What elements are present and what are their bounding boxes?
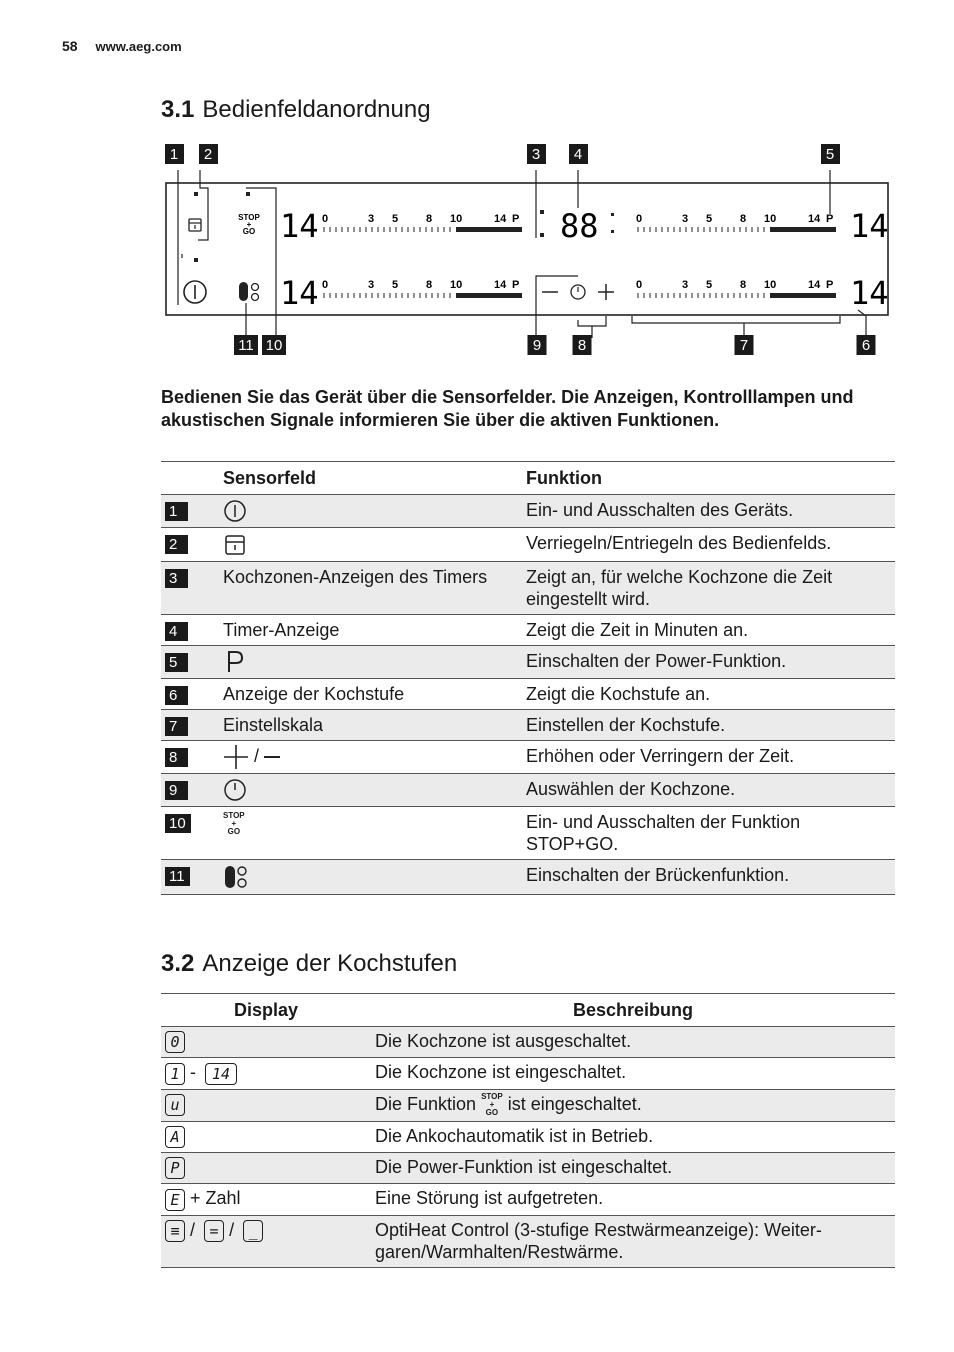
power-icon <box>184 281 206 303</box>
plus-icon <box>223 745 249 769</box>
power-icon <box>223 499 247 523</box>
callout-9 <box>528 335 547 355</box>
clock-icon <box>571 285 585 299</box>
table-row <box>161 1153 895 1184</box>
segment-display-icon: ≡ <box>165 1220 185 1242</box>
sensor-table <box>161 461 895 895</box>
function-text: Zeigt die Kochstufe an. <box>526 683 711 704</box>
scale-tick-label: 8 <box>740 279 747 291</box>
scale-tick-label: 10 <box>450 279 463 291</box>
scale-tick-label: P <box>512 213 520 225</box>
section-number: 3.2 <box>161 950 195 977</box>
scale-tick-label: 3 <box>368 213 375 225</box>
table-row <box>161 495 895 528</box>
section-title-text: Anzeige der Kochstufen <box>202 950 458 977</box>
table-row <box>161 528 895 561</box>
power-level-display: 14 <box>280 207 319 245</box>
power-scale <box>636 213 836 232</box>
function-text: Ein- und Ausschalten der Funktion STOP+GO. <box>526 812 801 855</box>
function-text: Verriegeln/Entriegeln des Bedienfelds. <box>526 533 832 554</box>
svg-text:8: 8 <box>577 337 587 354</box>
scale-tick-label: 10 <box>764 279 777 291</box>
page-header <box>62 38 182 54</box>
lock-icon <box>223 533 247 557</box>
clock-icon <box>223 778 247 802</box>
stop-go-icon: STOP + GO <box>223 810 245 836</box>
row-number: 4 <box>165 622 188 641</box>
table-row <box>161 740 895 773</box>
power-level-display: 14 <box>850 207 889 245</box>
scale-tick-label: 8 <box>740 213 747 225</box>
row-number: 8 <box>165 748 188 767</box>
function-text: Ein- und Ausschalten des Geräts. <box>526 500 794 520</box>
row-number: 11 <box>165 867 190 886</box>
callout-10 <box>262 335 286 355</box>
svg-text:6: 6 <box>861 337 871 354</box>
function-text: Zeigt die Zeit in Minuten an. <box>526 619 749 640</box>
segment-display-icon: 14 <box>205 1063 237 1085</box>
callout-3 <box>527 144 546 164</box>
power-level-display: 14 <box>280 274 319 312</box>
scale-tick-label: 5 <box>392 213 399 225</box>
power-scale <box>636 279 836 298</box>
table-row <box>161 1184 895 1215</box>
table-row <box>161 1027 895 1058</box>
lock-icon <box>189 219 201 231</box>
segment-display-icon: = <box>204 1220 224 1242</box>
table-row <box>161 774 895 807</box>
description-text: Die Kochzone ist ausgeschaltet. <box>375 1031 632 1051</box>
description-text: Eine Störung ist aufgetreten. <box>375 1188 604 1209</box>
scale-tick-label: P <box>826 279 834 291</box>
scale-tick-label: 0 <box>322 213 329 225</box>
page-url: www.aeg.com <box>95 39 182 54</box>
section-title-3-1 <box>161 96 431 124</box>
plus-label: + <box>246 220 252 229</box>
segment-display-icon: E <box>165 1189 185 1211</box>
segment-display-icon: 0 <box>165 1031 185 1053</box>
scale-tick-label: 8 <box>426 279 433 291</box>
function-text: Auswählen der Kochzone. <box>526 779 736 799</box>
sensor-text: Kochzonen-Anzeigen des Timers <box>223 566 488 587</box>
page-number: 58 <box>62 38 78 54</box>
table-row <box>161 678 895 709</box>
svg-text:10: 10 <box>265 337 283 354</box>
section-number: 3.1 <box>161 96 195 123</box>
display-suffix: + Zahl <box>190 1188 241 1209</box>
stop-go-icon: STOP + GO <box>481 1091 503 1117</box>
header-beschreibung: Beschreibung <box>572 999 694 1020</box>
header-display: Display <box>233 999 299 1020</box>
description-text: Die Funktion <box>375 1093 477 1114</box>
scale-tick-label: 0 <box>322 279 329 291</box>
control-panel-diagram <box>160 140 900 362</box>
table-row <box>161 645 895 678</box>
scale-tick-label: P <box>512 279 520 291</box>
power-scale <box>322 279 522 298</box>
sensor-text: Timer-Anzeige <box>223 619 340 640</box>
bridge-icon <box>223 864 249 890</box>
function-text: Einschalten der Power-Funktion. <box>526 650 787 671</box>
scale-tick-label: 3 <box>682 279 689 291</box>
timer-display: 88 <box>560 207 599 245</box>
segment-display-icon: A <box>165 1126 185 1148</box>
intro-text: Bedienen Sie das Gerät über die Sensorfelder. Die Anzeigen, Kontrolllampen und akustischen Signale informieren Sie über die aktiven Funktionen. <box>161 387 854 430</box>
row-number: 9 <box>165 781 188 800</box>
segment-display-icon: _ <box>243 1220 263 1242</box>
scale-tick-label: 0 <box>636 279 643 291</box>
scale-tick-label: 10 <box>450 213 463 225</box>
scale-tick-label: 14 <box>808 213 821 225</box>
description-text: Die Kochzone ist eingeschaltet. <box>375 1062 627 1083</box>
row-number: 3 <box>165 569 188 588</box>
svg-text:3: 3 <box>531 146 541 163</box>
power-scale <box>322 213 522 232</box>
p-letter-icon <box>223 650 247 674</box>
minus-icon <box>264 756 280 758</box>
display-joiner: / <box>229 1219 235 1240</box>
display-joiner: / <box>190 1219 196 1240</box>
function-text: Einschalten der Brückenfunktion. <box>526 865 790 886</box>
row-number: 1 <box>165 502 188 521</box>
row-number: 5 <box>165 653 188 672</box>
header-sensorfeld: Sensorfeld <box>223 467 317 488</box>
table-row <box>161 561 895 614</box>
description-text: Die Ankochautomatik ist in Betrieb. <box>375 1125 654 1146</box>
scale-tick-label: 10 <box>764 213 777 225</box>
svg-text:11: 11 <box>238 337 254 354</box>
display-joiner: - <box>190 1062 197 1083</box>
svg-text:7: 7 <box>739 337 749 354</box>
table-row <box>161 614 895 645</box>
scale-tick-label: 5 <box>706 213 713 225</box>
sensor-text: Anzeige der Kochstufe <box>223 683 405 704</box>
stop-label: STOP <box>238 213 260 222</box>
svg-text:4: 4 <box>573 146 583 163</box>
go-label: GO <box>242 227 256 236</box>
sensor-text: / <box>254 745 260 766</box>
section-title-3-2 <box>161 950 457 978</box>
header-funktion: Funktion <box>526 467 602 488</box>
scale-tick-label: 5 <box>706 279 713 291</box>
sensor-text: Einstellskala <box>223 714 324 735</box>
segment-display-icon: P <box>165 1157 185 1179</box>
row-number: 6 <box>165 686 188 705</box>
svg-text:5: 5 <box>825 146 835 163</box>
table-row <box>161 807 895 860</box>
scale-tick-label: P <box>826 213 834 225</box>
svg-text:2: 2 <box>203 146 213 163</box>
description-text: ist eingeschaltet. <box>507 1093 642 1114</box>
table-row <box>161 860 895 895</box>
section-title-text: Bedienfeldanordnung <box>202 96 431 123</box>
scale-tick-label: 8 <box>426 213 433 225</box>
bridge-icon <box>239 282 259 301</box>
callout-1 <box>165 144 184 164</box>
power-level-display: 14 <box>850 274 889 312</box>
segment-display-icon: u <box>165 1094 185 1116</box>
plus-icon <box>598 284 614 300</box>
row-number: 2 <box>165 535 188 554</box>
description-text: Die Power-Funktion ist eingeschaltet. <box>375 1157 673 1177</box>
table-row <box>161 1215 895 1267</box>
scale-tick-label: 3 <box>368 279 375 291</box>
row-number: 7 <box>165 717 188 736</box>
callout-2 <box>199 144 218 164</box>
function-text: Einstellen der Kochstufe. <box>526 714 726 735</box>
callout-8 <box>573 335 592 355</box>
callout-4 <box>569 144 588 164</box>
display-table <box>161 993 895 1268</box>
table-row <box>161 1058 895 1089</box>
scale-tick-label: 14 <box>808 279 821 291</box>
description-text: OptiHeat Control (3-stufige Restwärmeanzeige): Weiter-garen/Warmhalten/Restwärme. <box>375 1219 822 1262</box>
svg-text:9: 9 <box>532 337 542 354</box>
scale-tick-label: 5 <box>392 279 399 291</box>
callout-5 <box>821 144 840 164</box>
scale-tick-label: 14 <box>494 279 507 291</box>
table-row <box>161 1089 895 1121</box>
function-text: Zeigt an, für welche Kochzone die Zeit eingestellt wird. <box>526 566 833 609</box>
svg-text:1: 1 <box>169 146 179 163</box>
row-number: 10 <box>165 814 191 833</box>
segment-display-icon: 1 <box>165 1063 185 1085</box>
scale-tick-label: 0 <box>636 213 643 225</box>
table-row <box>161 709 895 740</box>
scale-tick-label: 3 <box>682 213 689 225</box>
table-row <box>161 1121 895 1152</box>
function-text: Erhöhen oder Verringern der Zeit. <box>526 745 795 766</box>
scale-tick-label: 14 <box>494 213 507 225</box>
